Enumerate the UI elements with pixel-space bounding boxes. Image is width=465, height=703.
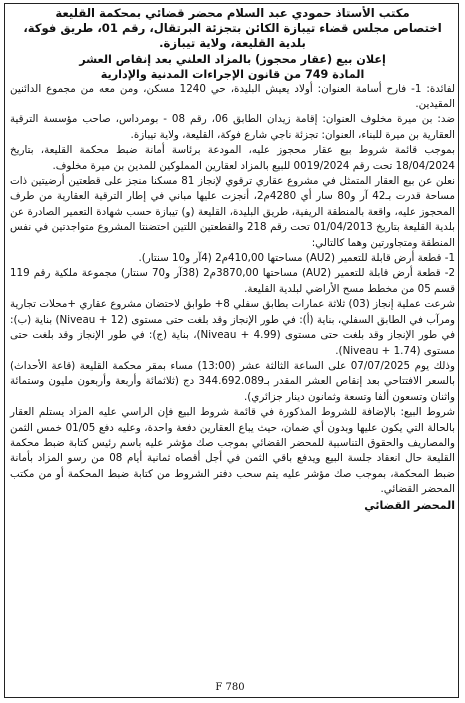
plot-1-item: 1- قطعة أرض قابلة للتعمير (AU2) مساحتها 410,00م2 (4آر و10 سنتار). [138,252,455,265]
announcement-legal-article: المادة 749 من قانون الإجراءات المدنية والإدارية [100,67,365,81]
ad-reference-code: F 780 [215,682,245,693]
office-jurisdiction: اختصاص مجلس قضاء تيبازة الكائن بتجزئة البرتقال، رقم 01، طريق فوكة، بلدية القليعة، ولاية تيبازة. [23,21,442,51]
plot-2-item: 2- قطعة أرض قابلة للتعمير (AU2) مساحتها 3870,00م2 (38آر و70 سنتار) مجموعة ملكية رقم 119 قسم 05 من مخطط مسح الأراضي لبلدية القليعة. [10,267,455,295]
auction-date-price-paragraph: وذلك يوم 07/07/2025 على الساعة الثالثة عشر (13:00) مساء بمقر محكمة القليعة (قاعة الأحداث) بالسعر الافتتاحي بعد إنقاص العشر المقدر بـ344.692.089 دج (ثلاثمائة وأربعة وأربعون مليون وستمائة واثنان وتسعون ألفا وتسعة وثمانون دينار جزائري). [10,359,455,403]
office-header: مكتب الأستاذ حمودي عبد السلام محضر قضائي بمحكمة القليعة [55,6,410,20]
announcement-title: إعلان بيع (عقار محجوز) بالمزاد العلني بعد إنقاص العشر [79,52,386,66]
debtor-paragraph: ضد: بن ميرة مخلوف العنوان: إقامة زيدان الطابق 06، رقم 08 - بومرداس، صاحب مؤسسة الترقية العقارية بن ميرة للبناء، العنوان: تجزئة ناجي شارع فوكة، القليعة، ولاية تيبازة. [10,113,455,141]
conditions-deposit-paragraph: بموجب قائمة شروط بيع عقار محجوز عليه، المودعة برئاسة أمانة ضبط محكمة القليعة، بتاريخ 18/04/2024 تحت رقم 0019/2024 للبيع بالمزاد لعقارين المملوكين للمدين بن ميرة مخلوف. [10,144,455,172]
sale-conditions-paragraph: شروط البيع: بالإضافة للشروط المذكورة في قائمة شروط البيع فإن الراسي عليه المزاد يستلم العقار بالحالة التي يكون عليها وبدون أي ضمان، حيث يباع العقارين دفعة واحدة، وعليه دفع 01/05 خمس الثمن والمصاريف والحقوق التناسبية للمحضر القضائي بموجب صك مؤشر عليه باسم رئيس كتابة ضبط محكمة القليعة حال انعقاد جلسة البيع ويدفع باقي الثمن في أجل أقصاه ثمانية أيام 08 من رسو المزاد بأمانة ضبط المحكمة، بموجب صك مؤشر عليه يتم سحب دفتر الشروط من كتابة ضبط المحكمة أو من مكتب المحضر القضائي. [10,406,455,496]
beneficiary-paragraph: لفائدة: 1- فارح أسامة العنوان: أولاد يعيش البليدة، حي 1240 مسكن، ومن معه من مجموع الدائنين المقيدين. [10,82,455,111]
notice-content [10,6,455,513]
bailiff-signature: المحضر القضائي [364,498,455,512]
construction-status-paragraph: شرعت عملية إنجاز (03) ثلاثة عمارات بطابق سفلي 8+ طوابق لاحتضان مشروع عقاري +محلات تجارية ومرآب في الطابق السفلي، بناية (أ): في طور الإنجاز وقد بلغت حتى مستوى (Niveau + 12) بناية (ب): في طور الإنجاز وقد بلغت حتى مستوى (Niveau + 4.99)، بناية (ج): في طور الإنجاز وقد بلغت حتى مستوى (Niveau + 1.74). [10,298,456,357]
property-description-paragraph: نعلن عن بيع العقار المتمثل في مشروع عقاري ترقوي لإنجاز 81 مسكنا منجز على قطعتين أرضيتين ذات مساحة قدرت بـ42 آر و80 سار أي 4280م2، أنجزت عليها مباني في إطار الترقية العقارية من طرف المحجوز عليه، واقعة بالمنطقة الريفية، طريق البليدة، القليعة (و) تيبازة حسب شهادة التعمير الصادرة عن بلدية القليعة بتاريخ 01/04/2013 تحت رقم 218 والقطعتين اللتين احتضنتا المشروع متواجدتين في نفس المنطقة ومتجاورتين وهما كالتالي: [10,175,455,249]
